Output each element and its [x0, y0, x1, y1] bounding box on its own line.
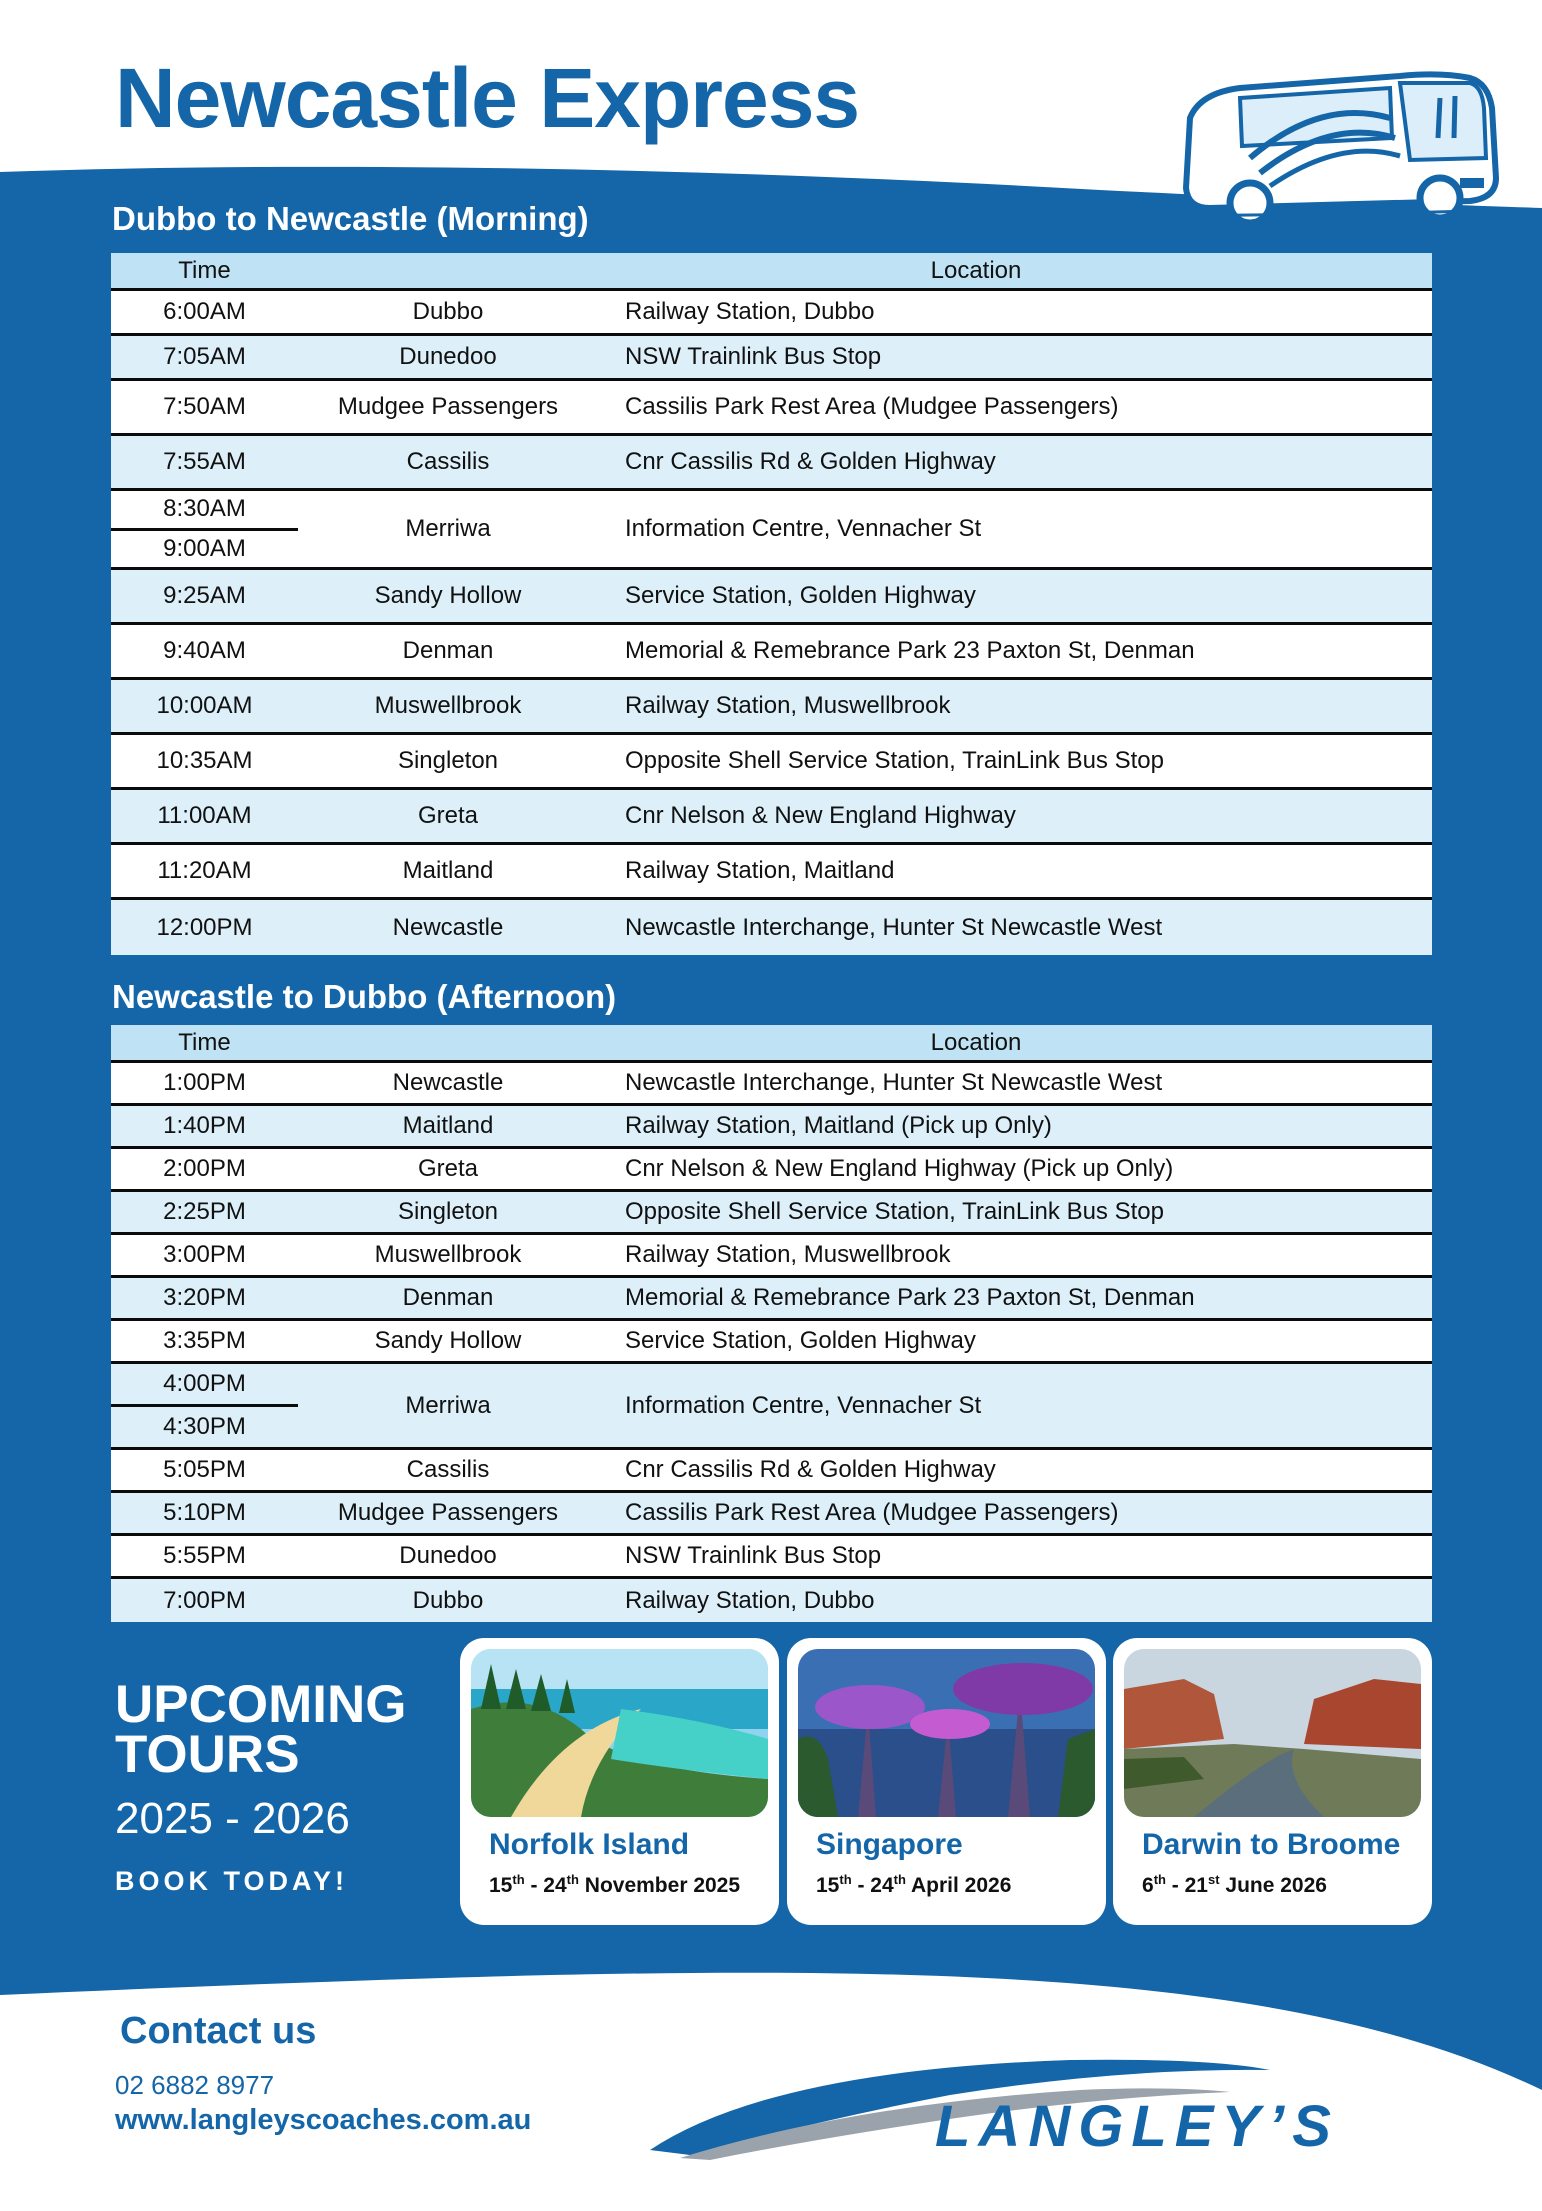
- afternoon-section-title: Newcastle to Dubbo (Afternoon): [112, 978, 617, 1015]
- time-column-header: Time: [178, 257, 231, 284]
- tour-name: Singapore: [816, 1828, 963, 1861]
- table-header: [111, 253, 1432, 291]
- afternoon-timetable: [111, 1025, 1432, 1622]
- time-value: 9:25AM: [163, 582, 246, 609]
- tour-card-norfolk-island[interactable]: [460, 1638, 779, 1925]
- row-time: [111, 298, 298, 326]
- row-location: Cnr Nelson & New England Highway: [625, 802, 1016, 829]
- date-month-year: April 2026: [905, 1874, 1012, 1897]
- row-time: [111, 1198, 298, 1226]
- time-value: 10:00AM: [156, 692, 253, 719]
- time-value: 11:20AM: [157, 857, 252, 884]
- table-row: [111, 291, 1432, 336]
- row-location: NSW Trainlink Bus Stop: [625, 1542, 882, 1569]
- row-location: Cnr Nelson & New England Highway (Pick up Only): [625, 1155, 1174, 1182]
- table-row: [111, 625, 1432, 680]
- time-value: 3:00PM: [163, 1241, 246, 1268]
- ordinal: th: [1153, 1872, 1166, 1887]
- table-row: [111, 1192, 1432, 1235]
- row-town: Sandy Hollow: [374, 1327, 522, 1354]
- table-row: [111, 680, 1432, 735]
- singapore-photo: [798, 1649, 1095, 1817]
- row-town: Dunedoo: [399, 1542, 497, 1569]
- date-end: - 24: [524, 1874, 567, 1897]
- row-time: [111, 491, 298, 567]
- time-value: 6:00AM: [163, 298, 246, 325]
- time-value: 2:25PM: [163, 1198, 246, 1225]
- row-time: [111, 393, 298, 421]
- time-value: 9:40AM: [163, 637, 246, 664]
- coach-bus-icon: [1170, 38, 1510, 223]
- langleys-logo-text: LANGLEY’S: [935, 2094, 1339, 2159]
- row-time: [111, 1241, 298, 1269]
- ordinal: th: [839, 1872, 852, 1887]
- row-time: [111, 692, 298, 720]
- row-town: Cassilis: [406, 1456, 490, 1483]
- row-town: Dubbo: [412, 1586, 484, 1614]
- date-month-year: November 2025: [578, 1874, 741, 1897]
- table-row: [111, 1493, 1432, 1536]
- row-town: Merriwa: [405, 1391, 491, 1419]
- table-row: [111, 900, 1432, 955]
- row-location: Railway Station, Muswellbrook: [625, 1241, 951, 1268]
- table-row: [111, 1579, 1432, 1622]
- date-start: 15: [816, 1874, 840, 1897]
- time-value: 4:30PM: [163, 1413, 246, 1440]
- row-location: Memorial & Remebrance Park 23 Paxton St, Denman: [625, 637, 1195, 664]
- row-town: Newcastle: [392, 913, 504, 941]
- row-time: [111, 914, 298, 942]
- table-row: [111, 1321, 1432, 1364]
- date-end: - 21: [1165, 1874, 1208, 1897]
- row-time: [111, 1112, 298, 1140]
- time-value: 11:00AM: [157, 802, 252, 829]
- time-value: 7:50AM: [163, 393, 246, 420]
- row-town: Dubbo: [412, 298, 484, 325]
- table-row: [111, 1106, 1432, 1149]
- table-row: [111, 1063, 1432, 1106]
- tour-card-singapore[interactable]: [787, 1638, 1106, 1925]
- time-value: 7:55AM: [163, 448, 246, 475]
- row-time: [111, 1364, 298, 1447]
- row-time: [111, 1587, 298, 1615]
- phone-number[interactable]: 02 6882 8977: [115, 2070, 275, 2100]
- darwin-to-broome-photo: [1124, 1649, 1421, 1817]
- time-value: 3:20PM: [163, 1284, 246, 1311]
- table-row: [111, 1450, 1432, 1493]
- row-time: [111, 1327, 298, 1355]
- row-town: Maitland: [402, 857, 494, 884]
- table-row: [111, 1278, 1432, 1321]
- table-row: [111, 1149, 1432, 1192]
- morning-section-title: Dubbo to Newcastle (Morning): [112, 200, 589, 237]
- time-value: 7:05AM: [163, 343, 246, 370]
- row-town: Greta: [417, 1155, 479, 1182]
- row-location: Railway Station, Maitland (Pick up Only): [625, 1112, 1052, 1139]
- row-town: Mudgee Passengers: [337, 1499, 559, 1526]
- row-location: Cnr Cassilis Rd & Golden Highway: [625, 448, 996, 475]
- row-time: [111, 1155, 298, 1183]
- table-row: [111, 1536, 1432, 1579]
- row-town: Merriwa: [405, 515, 491, 542]
- table-row: [111, 790, 1432, 845]
- time-value: 1:00PM: [163, 1069, 246, 1096]
- row-location: Opposite Shell Service Station, TrainLink Bus Stop: [625, 747, 1164, 774]
- tours-years: 2025 - 2026: [115, 1794, 350, 1843]
- row-town: Newcastle: [392, 1069, 504, 1096]
- table-header: [111, 1025, 1432, 1063]
- row-time: [111, 1499, 298, 1527]
- time-value: 10:35AM: [156, 747, 253, 774]
- row-time: [111, 802, 298, 830]
- row-time: [111, 1069, 298, 1097]
- table-row: [111, 1235, 1432, 1278]
- table-row: [111, 845, 1432, 900]
- row-location: Service Station, Golden Highway: [625, 1327, 976, 1354]
- table-row: [111, 1364, 1432, 1450]
- row-location: Railway Station, Muswellbrook: [625, 692, 951, 719]
- date-end: - 24: [851, 1874, 894, 1897]
- row-time: [111, 637, 298, 665]
- book-today-cta[interactable]: BOOK TODAY!: [115, 1866, 349, 1896]
- time-value: 2:00PM: [163, 1155, 246, 1182]
- row-location: Newcastle Interchange, Hunter St Newcastle West: [625, 913, 1163, 941]
- table-row: [111, 491, 1432, 570]
- website-link[interactable]: www.langleyscoaches.com.au: [115, 2104, 532, 2136]
- norfolk-island-photo: [471, 1649, 768, 1817]
- row-time: [111, 448, 298, 476]
- tours-heading-line1: UPCOMING: [115, 1675, 407, 1734]
- row-location: Railway Station, Maitland: [625, 857, 895, 884]
- row-time: [111, 582, 298, 610]
- row-town: Muswellbrook: [374, 692, 522, 719]
- row-location: Information Centre, Vennacher St: [625, 515, 982, 542]
- contact-heading: Contact us: [120, 2010, 317, 2052]
- table-row: [111, 381, 1432, 436]
- tour-name: Norfolk Island: [489, 1828, 690, 1861]
- tour-name: Darwin to Broome: [1142, 1828, 1401, 1861]
- upcoming-tours-heading: [115, 1675, 407, 1897]
- row-time: [111, 1284, 298, 1312]
- location-column-header: Location: [930, 1029, 1022, 1056]
- row-town: Singleton: [397, 1198, 499, 1225]
- tour-dates: [489, 1872, 740, 1898]
- row-location: Service Station, Golden Highway: [625, 582, 976, 609]
- time-value: 7:00PM: [163, 1586, 246, 1614]
- time-value: 8:30AM: [111, 491, 298, 531]
- location-column-header: Location: [930, 257, 1022, 284]
- row-time: [111, 1456, 298, 1484]
- ordinal: th: [893, 1872, 906, 1887]
- row-location: Information Centre, Vennacher St: [625, 1391, 982, 1419]
- tour-dates: [816, 1872, 1011, 1898]
- row-town: Denman: [402, 637, 494, 664]
- time-value: 9:00AM: [163, 534, 246, 562]
- date-start: 6: [1142, 1874, 1154, 1897]
- row-location: Memorial & Remebrance Park 23 Paxton St, Denman: [625, 1284, 1195, 1311]
- date-start: 15: [489, 1874, 513, 1897]
- row-town: Dunedoo: [399, 343, 497, 370]
- row-town: Cassilis: [406, 448, 490, 475]
- time-value: 3:35PM: [163, 1327, 246, 1354]
- row-town: Mudgee Passengers: [337, 393, 559, 420]
- row-town: Singleton: [397, 747, 499, 774]
- tour-card-darwin-to-broome[interactable]: [1113, 1638, 1432, 1925]
- table-row: [111, 436, 1432, 491]
- page-title: Newcastle Express: [115, 51, 860, 145]
- row-time: [111, 857, 298, 885]
- table-row: [111, 570, 1432, 625]
- row-town: Maitland: [402, 1112, 494, 1139]
- time-column-header: Time: [178, 1029, 231, 1056]
- row-location: Railway Station, Dubbo: [625, 1586, 875, 1614]
- row-town: Denman: [402, 1284, 494, 1311]
- row-town: Greta: [417, 802, 479, 829]
- ordinal: th: [512, 1872, 525, 1887]
- row-location: Opposite Shell Service Station, TrainLink Bus Stop: [625, 1198, 1164, 1225]
- row-location: Cassilis Park Rest Area (Mudgee Passengers): [625, 1499, 1119, 1526]
- row-time: [111, 343, 298, 371]
- tours-heading-line2: TOURS: [115, 1725, 300, 1784]
- ordinal: th: [566, 1872, 579, 1887]
- row-location: Newcastle Interchange, Hunter St Newcastle West: [625, 1069, 1163, 1096]
- table-row: [111, 336, 1432, 381]
- row-location: Cnr Cassilis Rd & Golden Highway: [625, 1456, 996, 1483]
- time-value: 12:00PM: [156, 913, 253, 941]
- time-value: 5:55PM: [163, 1542, 246, 1569]
- ordinal: st: [1208, 1872, 1220, 1887]
- row-location: NSW Trainlink Bus Stop: [625, 343, 882, 370]
- time-value: 4:00PM: [111, 1364, 298, 1407]
- row-time: [111, 1542, 298, 1570]
- row-time: [111, 747, 298, 775]
- tour-dates: [1142, 1872, 1327, 1898]
- time-value: 5:10PM: [163, 1499, 246, 1526]
- date-month-year: June 2026: [1219, 1874, 1327, 1897]
- row-town: Muswellbrook: [374, 1241, 522, 1268]
- table-row: [111, 735, 1432, 790]
- time-value: 5:05PM: [163, 1456, 246, 1483]
- time-value: 1:40PM: [163, 1112, 246, 1139]
- row-location: Cassilis Park Rest Area (Mudgee Passengers): [625, 393, 1119, 420]
- morning-timetable: [111, 253, 1432, 955]
- row-location: Railway Station, Dubbo: [625, 298, 875, 325]
- row-town: Sandy Hollow: [374, 582, 522, 609]
